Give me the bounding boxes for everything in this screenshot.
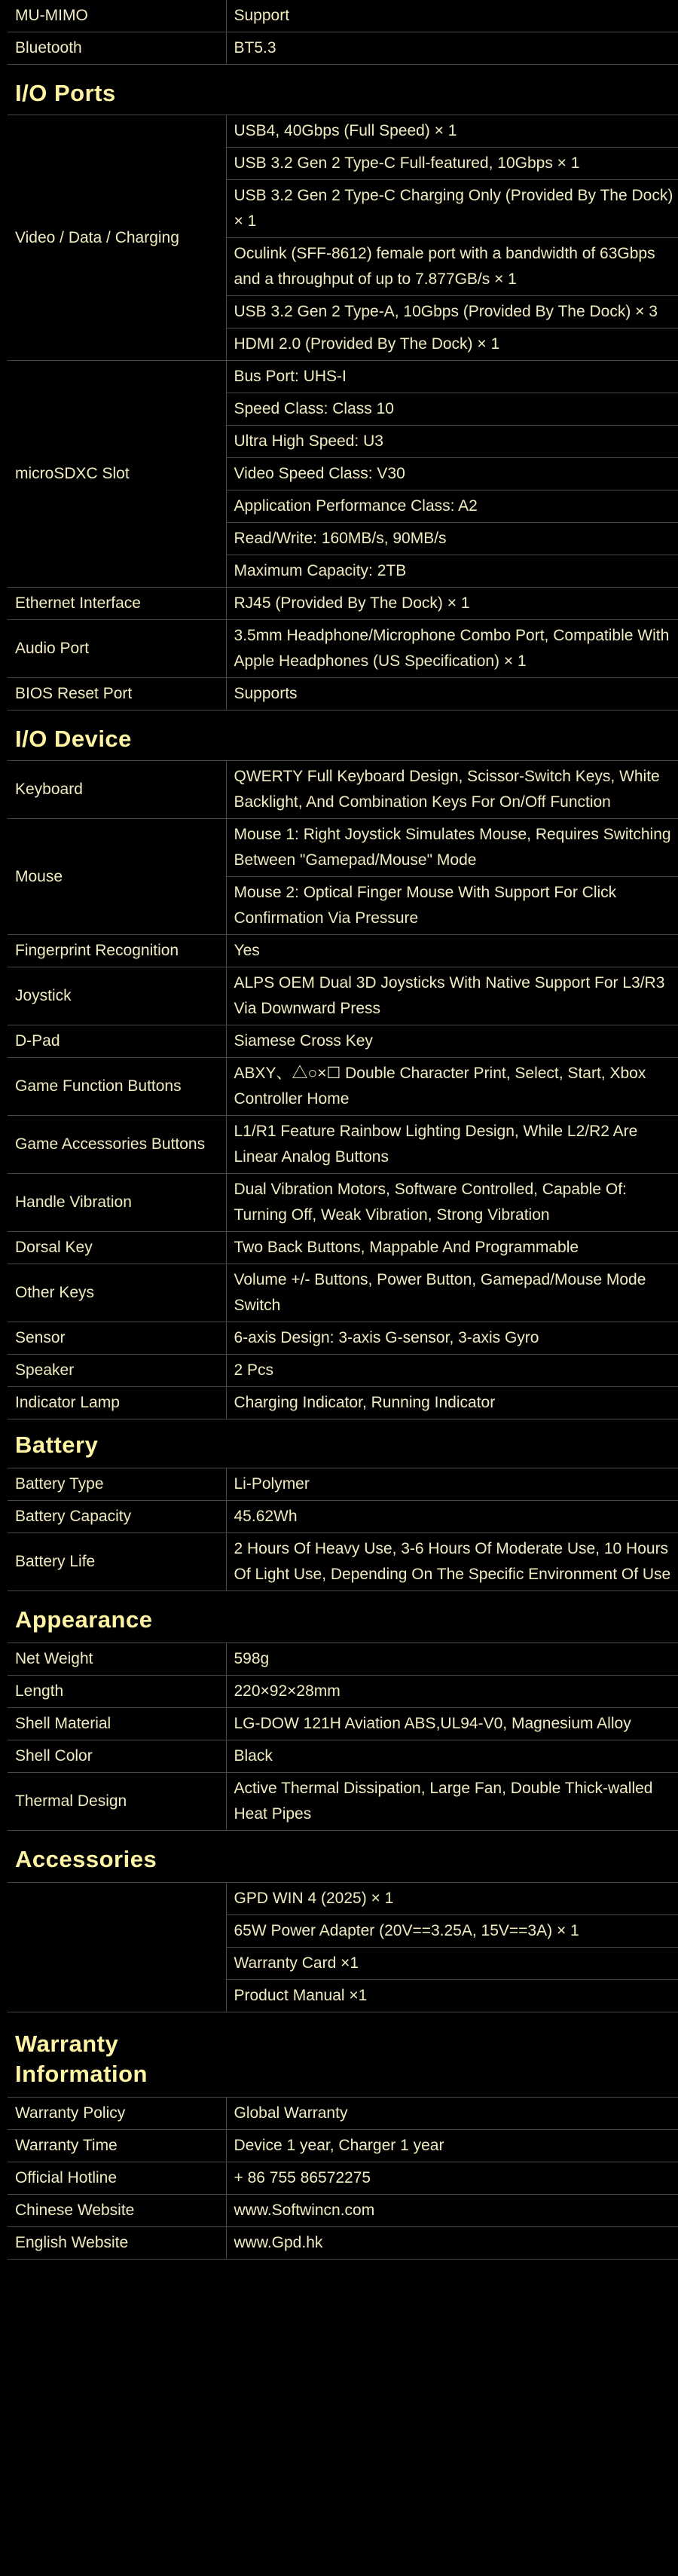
spec-value: Mouse 2: Optical Finger Mouse With Support For Click Confirmation Via Pressure bbox=[226, 877, 678, 935]
section-appearance bbox=[0, 1605, 678, 1831]
spec-value: Warranty Card ×1 bbox=[226, 1948, 678, 1980]
spec-value: www.Gpd.hk bbox=[226, 2227, 678, 2260]
spec-label-game-accessories-buttons: Game Accessories Buttons bbox=[8, 1116, 226, 1174]
spec-label-english-website: English Website bbox=[8, 2227, 226, 2260]
spec-value: GPD WIN 4 (2025) × 1 bbox=[226, 1883, 678, 1915]
spec-value: www.Softwincn.com bbox=[226, 2195, 678, 2227]
spec-row bbox=[8, 1174, 678, 1232]
spec-row bbox=[8, 1387, 678, 1419]
spec-value: 2 Pcs bbox=[226, 1355, 678, 1387]
spec-row bbox=[8, 2162, 678, 2195]
spec-row bbox=[8, 1740, 678, 1773]
spec-label-battery-life: Battery Life bbox=[8, 1533, 226, 1591]
spec-label-game-function-buttons: Game Function Buttons bbox=[8, 1058, 226, 1116]
spec-value: Support bbox=[226, 0, 678, 32]
spec-row bbox=[8, 2098, 678, 2130]
spec-row bbox=[8, 1116, 678, 1174]
spec-row bbox=[8, 1232, 678, 1264]
spec-table bbox=[8, 2097, 678, 2260]
spec-value: Active Thermal Dissipation, Large Fan, Double Thick-walled Heat Pipes bbox=[226, 1773, 678, 1831]
spec-value: 6-axis Design: 3-axis G-sensor, 3-axis Gyro bbox=[226, 1322, 678, 1355]
spec-table-network bbox=[8, 0, 678, 65]
spec-row bbox=[8, 2227, 678, 2260]
spec-value: Mouse 1: Right Joystick Simulates Mouse, Requires Switching Between "Gamepad/Mouse" Mode bbox=[226, 819, 678, 877]
spec-row bbox=[8, 1708, 678, 1740]
spec-label-d-pad: D-Pad bbox=[8, 1025, 226, 1058]
spec-value: Oculink (SFF-8612) female port with a bandwidth of 63Gbps and a throughput of up to 7.877GB/s × 1 bbox=[226, 238, 678, 296]
section-battery bbox=[0, 1430, 678, 1591]
spec-label-video-data-charging: Video / Data / Charging bbox=[8, 115, 226, 361]
spec-label-blank bbox=[8, 1883, 226, 2012]
section-title: Battery bbox=[15, 1432, 99, 1458]
spec-value: Li-Polymer bbox=[226, 1468, 678, 1501]
spec-value: L1/R1 Feature Rainbow Lighting Design, While L2/R2 Are Linear Analog Buttons bbox=[226, 1116, 678, 1174]
spec-row bbox=[8, 1676, 678, 1708]
spec-label-warranty-policy: Warranty Policy bbox=[8, 2098, 226, 2130]
spec-row bbox=[8, 935, 678, 967]
spec-value: 65W Power Adapter (20V==3.25A, 15V==3A) × 1 bbox=[226, 1915, 678, 1948]
spec-value: ALPS OEM Dual 3D Joysticks With Native Support For L3/R3 Via Downward Press bbox=[226, 967, 678, 1025]
spec-value: Device 1 year, Charger 1 year bbox=[226, 2130, 678, 2162]
spec-label-speaker: Speaker bbox=[8, 1355, 226, 1387]
spec-value: ABXY、△○×☐ Double Character Print, Select, Start, Xbox Controller Home bbox=[226, 1058, 678, 1116]
spec-value: Supports bbox=[226, 678, 678, 710]
spec-value: 45.62Wh bbox=[226, 1501, 678, 1533]
spec-row bbox=[8, 115, 678, 148]
spec-table bbox=[8, 1468, 678, 1591]
spec-label-microsdxc-slot: microSDXC Slot bbox=[8, 361, 226, 588]
spec-table bbox=[8, 1882, 678, 2012]
spec-row bbox=[8, 761, 678, 819]
spec-value: Ultra High Speed: U3 bbox=[226, 426, 678, 458]
spec-row bbox=[8, 32, 678, 65]
spec-value: Dual Vibration Motors, Software Controlled, Capable Of: Turning Off, Weak Vibration, Strong Vibration bbox=[226, 1174, 678, 1232]
spec-label-battery-capacity: Battery Capacity bbox=[8, 1501, 226, 1533]
section-accessories bbox=[0, 1844, 678, 2012]
spec-value: 3.5mm Headphone/Microphone Combo Port, Compatible With Apple Headphones (US Specification) × 1 bbox=[226, 620, 678, 678]
spec-label-dorsal-key: Dorsal Key bbox=[8, 1232, 226, 1264]
spec-value: Two Back Buttons, Mappable And Programmable bbox=[226, 1232, 678, 1264]
spec-value: Global Warranty bbox=[226, 2098, 678, 2130]
spec-table bbox=[8, 115, 678, 710]
spec-row bbox=[8, 1322, 678, 1355]
spec-row bbox=[8, 620, 678, 678]
section-title: Appearance bbox=[15, 1606, 153, 1633]
spec-label-shell-material: Shell Material bbox=[8, 1708, 226, 1740]
spec-row bbox=[8, 1501, 678, 1533]
spec-value: USB 3.2 Gen 2 Type-A, 10Gbps (Provided By The Dock) × 3 bbox=[226, 296, 678, 328]
spec-row bbox=[8, 0, 678, 32]
spec-value: 220×92×28mm bbox=[226, 1676, 678, 1708]
spec-row bbox=[8, 1883, 678, 1915]
spec-row bbox=[8, 1264, 678, 1322]
spec-value: Application Performance Class: A2 bbox=[226, 490, 678, 523]
spec-value: 598g bbox=[226, 1643, 678, 1676]
spec-label-ethernet-interface: Ethernet Interface bbox=[8, 588, 226, 620]
spec-label-other-keys: Other Keys bbox=[8, 1264, 226, 1322]
spec-sections bbox=[0, 78, 678, 2260]
spec-row bbox=[8, 1058, 678, 1116]
section-title: I/O Device bbox=[15, 726, 132, 752]
spec-label-joystick: Joystick bbox=[8, 967, 226, 1025]
spec-label-net-weight: Net Weight bbox=[8, 1643, 226, 1676]
spec-value: USB 3.2 Gen 2 Type-C Charging Only (Provided By The Dock) × 1 bbox=[226, 180, 678, 238]
spec-row bbox=[8, 1773, 678, 1831]
spec-label-fingerprint-recognition: Fingerprint Recognition bbox=[8, 935, 226, 967]
spec-value: RJ45 (Provided By The Dock) × 1 bbox=[226, 588, 678, 620]
spec-row bbox=[8, 361, 678, 393]
spec-label-warranty-time: Warranty Time bbox=[8, 2130, 226, 2162]
spec-value: Maximum Capacity: 2TB bbox=[226, 555, 678, 588]
spec-value: + 86 755 86572275 bbox=[226, 2162, 678, 2195]
spec-value: 2 Hours Of Heavy Use, 3-6 Hours Of Moderate Use, 10 Hours Of Light Use, Depending On The Specific Environment Of Use bbox=[226, 1533, 678, 1591]
spec-value: Siamese Cross Key bbox=[226, 1025, 678, 1058]
spec-row bbox=[8, 588, 678, 620]
spec-label-battery-type: Battery Type bbox=[8, 1468, 226, 1501]
spec-value: Bus Port: UHS-I bbox=[226, 361, 678, 393]
spec-label-mouse: Mouse bbox=[8, 819, 226, 935]
spec-value: Speed Class: Class 10 bbox=[226, 393, 678, 426]
spec-value: LG-DOW 121H Aviation ABS,UL94-V0, Magnesium Alloy bbox=[226, 1708, 678, 1740]
spec-row bbox=[8, 1468, 678, 1501]
spec-row bbox=[8, 1025, 678, 1058]
spec-value: QWERTY Full Keyboard Design, Scissor-Switch Keys, White Backlight, And Combination Keys For On/Off Function bbox=[226, 761, 678, 819]
spec-value: USB4, 40Gbps (Full Speed) × 1 bbox=[226, 115, 678, 148]
section-i-o-device bbox=[0, 724, 678, 1419]
section-title: Warranty Information bbox=[15, 2031, 148, 2087]
spec-row bbox=[8, 1355, 678, 1387]
section-title: Accessories bbox=[15, 1846, 157, 1872]
spec-label-shell-color: Shell Color bbox=[8, 1740, 226, 1773]
spec-label-official-hotline: Official Hotline bbox=[8, 2162, 226, 2195]
spec-value: Read/Write: 160MB/s, 90MB/s bbox=[226, 523, 678, 555]
spec-table bbox=[8, 760, 678, 1419]
spec-label-indicator-lamp: Indicator Lamp bbox=[8, 1387, 226, 1419]
spec-label-handle-vibration: Handle Vibration bbox=[8, 1174, 226, 1232]
spec-row bbox=[8, 678, 678, 710]
spec-table bbox=[8, 1642, 678, 1831]
spec-value: Yes bbox=[226, 935, 678, 967]
spec-value: HDMI 2.0 (Provided By The Dock) × 1 bbox=[226, 328, 678, 361]
spec-label-bios-reset-port: BIOS Reset Port bbox=[8, 678, 226, 710]
spec-label-length: Length bbox=[8, 1676, 226, 1708]
section-i-o-ports bbox=[0, 78, 678, 710]
spec-row bbox=[8, 2195, 678, 2227]
spec-row bbox=[8, 1533, 678, 1591]
spec-label-chinese-website: Chinese Website bbox=[8, 2195, 226, 2227]
spec-label-mu-mimo: MU-MIMO bbox=[8, 0, 226, 32]
spec-label-keyboard: Keyboard bbox=[8, 761, 226, 819]
spec-label-sensor: Sensor bbox=[8, 1322, 226, 1355]
spec-label-thermal-design: Thermal Design bbox=[8, 1773, 226, 1831]
spec-value: Video Speed Class: V30 bbox=[226, 458, 678, 490]
spec-value: Product Manual ×1 bbox=[226, 1980, 678, 2012]
spec-label-bluetooth: Bluetooth bbox=[8, 32, 226, 65]
spec-row bbox=[8, 819, 678, 877]
spec-value: USB 3.2 Gen 2 Type-C Full-featured, 10Gbps × 1 bbox=[226, 148, 678, 180]
section-warranty-information bbox=[0, 2029, 678, 2260]
spec-value: Charging Indicator, Running Indicator bbox=[226, 1387, 678, 1419]
spec-label-audio-port: Audio Port bbox=[8, 620, 226, 678]
spec-row bbox=[8, 2130, 678, 2162]
spec-value: Black bbox=[226, 1740, 678, 1773]
spec-row bbox=[8, 967, 678, 1025]
spec-value: Volume +/- Buttons, Power Button, Gamepad/Mouse Mode Switch bbox=[226, 1264, 678, 1322]
section-title: I/O Ports bbox=[15, 80, 116, 106]
spec-value: BT5.3 bbox=[226, 32, 678, 65]
spec-row bbox=[8, 1643, 678, 1676]
